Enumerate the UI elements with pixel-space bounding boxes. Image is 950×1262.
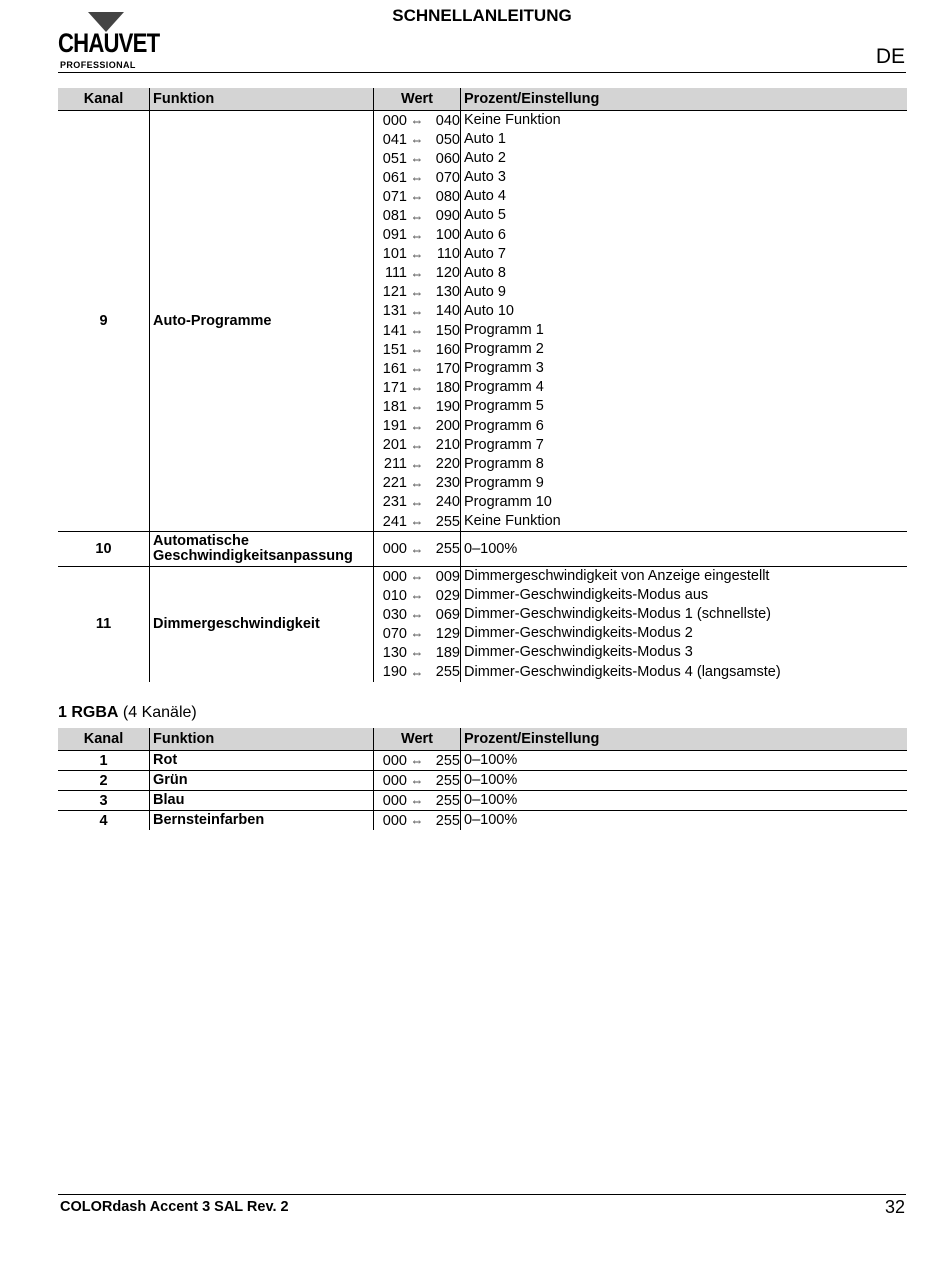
range-arrow-icon: ⇔ [410,361,424,377]
range-end: 100 [435,227,460,244]
setting-text: Auto 2 [464,150,506,167]
setting-text: Keine Funktion [464,112,561,128]
value-range [374,455,460,474]
col-prozent: Prozent/Einstellung [461,88,908,111]
range-end: 255 [435,513,460,530]
range-arrow-icon: ⇔ [410,151,424,167]
setting-text: Programm 6 [464,417,544,434]
value-range [374,302,460,321]
range-start: 000 [382,541,407,558]
range-arrow-icon: ⇔ [410,170,424,186]
setting-text: Auto 3 [464,169,506,186]
range-arrow-icon: ⇔ [410,208,424,224]
setting-text: Auto 5 [464,207,506,224]
value-range [374,359,460,378]
range-arrow-icon: ⇔ [410,813,424,829]
range-start: 091 [382,227,407,244]
value-range [374,340,460,359]
channel-row [58,567,907,682]
range-arrow-icon: ⇔ [410,399,424,415]
range-end: 255 [435,664,460,681]
range-start: 000 [382,772,407,789]
range-arrow-icon: ⇔ [410,265,424,281]
range-start: 000 [382,792,407,809]
range-end: 220 [435,456,460,473]
range-end: 230 [435,475,460,492]
range-arrow-icon: ⇔ [410,303,424,319]
range-start: 051 [382,150,407,167]
channel-number: 10 [95,541,112,558]
value-range [374,149,460,168]
setting-text: Auto 7 [464,245,506,262]
value-range [374,417,460,436]
channel-row [58,791,907,811]
channel-function: Grün [150,771,374,791]
range-start: 101 [382,246,407,263]
col-wert: Wert [374,728,461,751]
value-range [374,624,460,643]
range-arrow-icon: ⇔ [410,773,424,789]
channel-function: Blau [150,791,374,811]
value-range [374,586,460,605]
setting-text: Dimmergeschwindigkeit von Anzeige eingestellt [464,568,770,585]
setting-text: Programm 8 [464,455,544,472]
value-range [374,111,460,130]
value-range-cell [374,751,461,771]
channel-function: Rot [150,751,374,771]
range-arrow-icon: ⇔ [410,342,424,358]
header-rule [58,72,906,73]
setting-text: Auto 6 [464,226,506,243]
page-title: SCHNELLANLEITUNG [392,6,572,25]
setting-cell [461,791,908,811]
range-end: 069 [435,606,460,623]
range-arrow-icon: ⇔ [410,132,424,148]
setting-cell [461,771,908,791]
value-range-cell [374,771,461,791]
value-range-cell [374,532,461,567]
logo-subtitle: PROFESSIONAL [60,60,136,70]
table-header-row [58,728,907,751]
range-start: 211 [383,456,407,473]
setting-cell [461,567,908,682]
channel-row [58,111,907,532]
value-range-cell [374,811,461,831]
setting-text: Dimmer-Geschwindigkeits-Modus 3 [464,644,693,661]
range-start: 241 [382,513,407,530]
range-end: 050 [435,131,460,148]
range-end: 189 [435,644,460,661]
setting-text: Auto 8 [464,264,506,281]
channel-number: 4 [99,812,108,829]
range-end: 180 [435,379,460,396]
range-start: 111 [384,265,407,282]
channel-row [58,811,907,831]
dmx-table-main [58,88,907,682]
value-range [374,791,460,810]
range-start: 181 [382,398,407,415]
setting-text: 0–100% [464,772,518,789]
channel-function: Automatische Geschwindigkeitsanpassung [150,532,374,567]
channel-function: Auto-Programme [150,111,374,532]
value-range [374,436,460,455]
col-wert: Wert [374,88,461,111]
range-arrow-icon: ⇔ [410,323,424,339]
dmx-table-rgba [58,728,907,830]
channel-number: 3 [99,792,108,809]
range-end: 029 [435,587,460,604]
range-arrow-icon: ⇔ [410,418,424,434]
page-number: 32 [884,1197,905,1217]
range-end: 120 [435,265,460,282]
range-arrow-icon: ⇔ [410,380,424,396]
range-start: 000 [382,812,407,829]
setting-text: 0–100% [464,540,518,557]
range-start: 221 [382,475,407,492]
range-arrow-icon: ⇔ [410,588,424,604]
range-start: 131 [382,303,407,320]
range-start: 030 [382,606,407,623]
range-start: 000 [382,568,407,585]
col-prozent: Prozent/Einstellung [461,728,908,751]
setting-text: Programm 3 [464,360,544,377]
range-end: 110 [436,246,460,263]
range-start: 081 [382,208,407,225]
setting-cell [461,111,908,532]
channel-function: Dimmergeschwindigkeit [150,567,374,682]
value-range [374,540,460,559]
range-start: 151 [382,341,407,358]
range-end: 129 [435,625,460,642]
range-start: 070 [382,625,407,642]
setting-text: 0–100% [464,752,518,768]
range-end: 240 [435,494,460,511]
value-range [374,811,460,830]
value-range [374,474,460,493]
value-range [374,397,460,416]
setting-text: Auto 4 [464,188,506,205]
setting-text: Programm 4 [464,379,544,396]
value-range [374,226,460,245]
channel-function: Bernsteinfarben [150,811,374,831]
range-start: 121 [382,284,407,301]
value-range-cell [374,111,461,532]
range-end: 070 [435,169,460,186]
value-range [374,206,460,225]
range-arrow-icon: ⇔ [410,113,424,129]
section-heading-bold: 1 RGBA [58,704,119,721]
setting-text: Programm 5 [464,398,544,415]
range-end: 090 [435,208,460,225]
value-range-cell [374,567,461,682]
setting-cell [461,751,908,771]
range-start: 000 [382,112,407,129]
range-end: 160 [435,341,460,358]
channel-row [58,532,907,567]
range-start: 161 [382,360,407,377]
value-range [374,168,460,187]
setting-text: Dimmer-Geschwindigkeits-Modus aus [464,587,709,604]
setting-text: Auto 9 [464,283,506,300]
value-range [374,751,460,770]
setting-text: Programm 2 [464,341,544,358]
value-range [374,567,460,586]
channel-number: 11 [95,616,112,633]
channel-number: 2 [99,772,108,789]
setting-cell [461,811,908,831]
range-start: 171 [382,379,407,396]
range-arrow-icon: ⇔ [410,456,424,472]
section-heading-rest: (4 Kanäle) [118,704,197,721]
setting-text: Programm 10 [464,493,552,510]
setting-text: Auto 1 [464,131,506,148]
col-kanal: Kanal [58,88,150,111]
value-range [374,378,460,397]
value-range [374,493,460,512]
range-end: 140 [435,303,460,320]
range-arrow-icon: ⇔ [410,227,424,243]
range-arrow-icon: ⇔ [410,664,424,680]
value-range [374,264,460,283]
setting-text: Programm 7 [464,436,544,453]
range-arrow-icon: ⇔ [410,607,424,623]
range-end: 009 [435,568,460,585]
value-range [374,643,460,662]
range-arrow-icon: ⇔ [410,753,424,769]
channel-number: 9 [99,313,108,330]
range-start: 141 [382,322,407,339]
range-start: 071 [382,188,407,205]
footer-rule [58,1194,906,1195]
footer-document-name: COLORdash Accent 3 SAL Rev. 2 [60,1199,289,1215]
range-arrow-icon: ⇔ [410,626,424,642]
range-arrow-icon: ⇔ [410,284,424,300]
value-range [374,663,460,682]
channel-number: 1 [99,752,108,769]
setting-text: Programm 9 [464,474,544,491]
range-end: 255 [435,792,460,809]
range-start: 190 [382,664,407,681]
setting-text: Dimmer-Geschwindigkeits-Modus 2 [464,625,693,642]
section-heading-rgba [58,704,197,722]
range-arrow-icon: ⇔ [410,541,424,557]
setting-text: Keine Funktion [464,512,561,529]
setting-cell [461,532,908,567]
range-start: 010 [382,587,407,604]
range-end: 060 [435,150,460,167]
setting-text: 0–100% [464,792,518,809]
setting-text: 0–100% [464,812,518,829]
range-end: 200 [435,418,460,435]
logo-wordmark: CHAUVET [58,28,160,58]
range-start: 000 [382,752,407,769]
range-end: 150 [435,322,460,339]
range-arrow-icon: ⇔ [410,494,424,510]
range-arrow-icon: ⇔ [410,514,424,530]
value-range [374,512,460,531]
range-end: 255 [435,812,460,829]
range-arrow-icon: ⇔ [410,189,424,205]
range-arrow-icon: ⇔ [410,569,424,585]
range-start: 231 [382,494,407,511]
range-start: 061 [382,169,407,186]
language-code: DE [875,45,905,68]
value-range [374,187,460,206]
channel-row [58,751,907,771]
range-arrow-icon: ⇔ [410,475,424,491]
range-start: 191 [382,418,407,435]
value-range [374,245,460,264]
setting-text: Dimmer-Geschwindigkeits-Modus 4 (langsamste) [464,663,781,680]
range-end: 210 [435,437,460,454]
setting-text: Dimmer-Geschwindigkeits-Modus 1 (schnellste) [464,606,772,623]
col-kanal: Kanal [58,728,150,751]
range-arrow-icon: ⇔ [410,793,424,809]
col-funktion: Funktion [150,88,374,111]
range-start: 201 [382,437,407,454]
range-start: 130 [382,644,407,661]
range-end: 040 [435,112,460,129]
range-arrow-icon: ⇔ [410,246,424,262]
value-range [374,130,460,149]
table-header-row [58,88,907,111]
range-end: 170 [435,360,460,377]
channel-row [58,771,907,791]
range-end: 255 [435,752,460,769]
value-range-cell [374,791,461,811]
range-end: 255 [435,541,460,558]
value-range [374,771,460,790]
range-arrow-icon: ⇔ [410,645,424,661]
setting-text: Auto 10 [464,302,514,319]
range-end: 190 [435,398,460,415]
range-end: 130 [435,284,460,301]
value-range [374,605,460,624]
range-end: 080 [435,188,460,205]
value-range [374,321,460,340]
value-range [374,283,460,302]
range-start: 041 [382,131,407,148]
col-funktion: Funktion [150,728,374,751]
range-end: 255 [435,772,460,789]
range-arrow-icon: ⇔ [410,437,424,453]
setting-text: Programm 1 [464,322,544,339]
